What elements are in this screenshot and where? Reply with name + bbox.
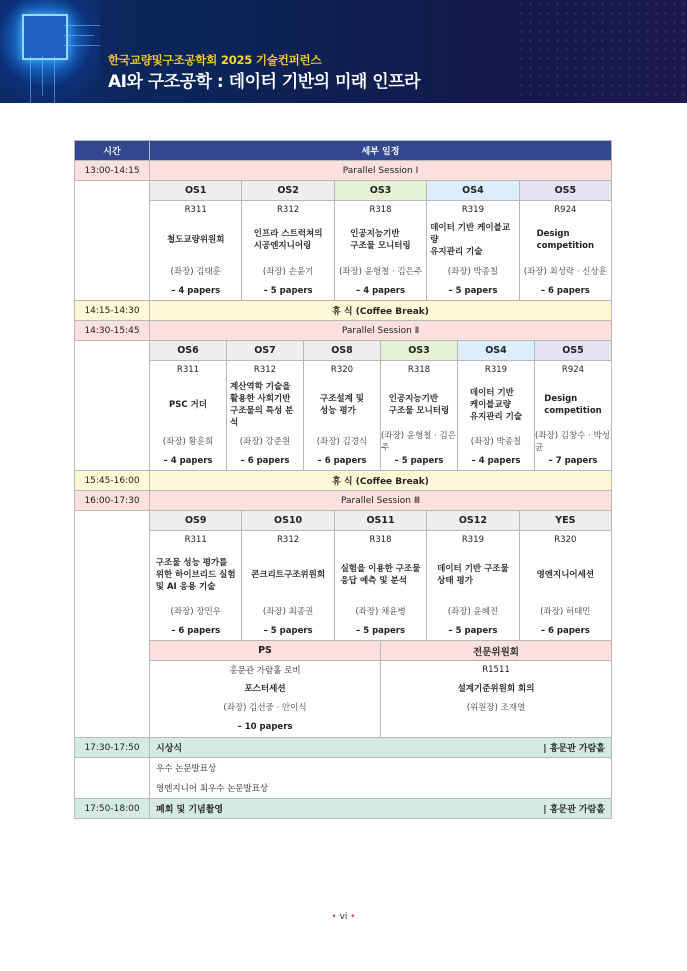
session-title: 데이터 기반 케이블교량 유지관리 기술 <box>430 223 511 257</box>
committee-session <box>381 641 611 737</box>
closing-row <box>75 799 612 819</box>
session-code: OS11 <box>335 511 426 531</box>
session-column <box>150 511 242 641</box>
time-cell: 17:50-18:00 <box>75 799 150 819</box>
room-number: R319 <box>461 535 484 545</box>
room-number: R924 <box>561 365 585 375</box>
session-title: 계산역학 기술을 활용한 사회기반 구조물의 특성 분석 <box>230 382 294 428</box>
session-column <box>150 341 227 471</box>
session-column <box>242 181 334 301</box>
break-label: 휴 식 (Coffee Break) <box>150 471 612 491</box>
session-row <box>75 321 612 341</box>
poster-room: 홍문관 가람홀 로비 <box>229 666 301 676</box>
session-code: OS9 <box>150 511 241 531</box>
session-column <box>242 511 334 641</box>
session-column <box>520 181 611 301</box>
paper-count: – 5 papers <box>335 621 426 641</box>
paper-count: – 5 papers <box>381 451 457 471</box>
session-title: 구조설계 및 성능 평가 <box>319 394 364 416</box>
paper-count: – 4 papers <box>335 281 426 301</box>
conference-subtitle: 한국교량및구조공학회 2025 기술컨퍼런스 <box>108 53 322 67</box>
paper-count: – 6 papers <box>304 451 380 471</box>
session-column <box>520 511 611 641</box>
session-label: Parallel Session Ⅲ <box>150 491 612 511</box>
session-column <box>304 341 381 471</box>
session-chair: (좌장) 강준원 <box>239 437 291 447</box>
session-chair: (좌장) 윤혜진 <box>447 607 499 617</box>
paper-count: – 6 papers <box>520 281 611 301</box>
session-detail <box>75 341 612 471</box>
session-code: OS1 <box>150 181 241 201</box>
session-code: OS5 <box>520 181 611 201</box>
header-banner <box>0 0 687 103</box>
committee-label: 전문위원회 <box>381 641 611 661</box>
session-title: 실험을 이용한 구조물 응답 예측 및 분석 <box>340 564 421 586</box>
session-chair: (좌장) 윤형철 · 김은주 <box>338 267 423 277</box>
award-item: 우수 논문발표상 <box>156 764 217 774</box>
session-title: 인공지능기반 구조물 모니터링 <box>388 394 450 416</box>
room-number: R319 <box>484 365 508 375</box>
session-column <box>227 341 304 471</box>
conference-title: AI와 구조공학 : 데이터 기반의 미래 인프라 <box>108 72 421 92</box>
room-number: R924 <box>554 205 577 215</box>
room-number: R311 <box>176 365 200 375</box>
paper-count: – 5 papers <box>427 621 518 641</box>
paper-count: – 7 papers <box>535 451 611 471</box>
session-column <box>458 341 535 471</box>
paper-count: – 6 papers <box>227 451 303 471</box>
table-header <box>75 141 612 161</box>
session-chair: (좌장) 손윤기 <box>262 267 314 277</box>
paper-count: – 4 papers <box>150 281 241 301</box>
award-row <box>75 738 612 758</box>
award-item: 영엔지니어 최우수 논문발표상 <box>156 784 269 794</box>
room-number: R311 <box>184 535 207 545</box>
room-number: R318 <box>407 365 431 375</box>
session-title: 인공지능기반 구조물 모니터링 <box>350 229 411 251</box>
session-label: Parallel Session Ⅰ <box>150 161 612 181</box>
session-title: 구조물 성능 평가를 위한 하이브리드 실험 및 AI 응용 기술 <box>155 558 236 592</box>
poster-papers: – 10 papers <box>237 722 293 732</box>
room-number: R319 <box>461 205 484 215</box>
session-code: OS3 <box>335 181 426 201</box>
paper-count: – 6 papers <box>520 621 611 641</box>
session-chair: (좌장) 김태훈 <box>170 267 221 277</box>
session-chair: (좌장) 채윤병 <box>355 607 406 617</box>
session-detail <box>75 511 612 641</box>
session-code: OS6 <box>150 341 226 361</box>
session-detail <box>75 181 612 301</box>
poster-label: PS <box>150 641 380 661</box>
circuit-chip-image <box>0 0 100 103</box>
session-code: OS10 <box>242 511 333 531</box>
poster-session <box>150 641 381 737</box>
paper-count: – 6 papers <box>150 621 241 641</box>
paper-count: – 4 papers <box>150 451 226 471</box>
room-number: R318 <box>369 535 392 545</box>
schedule-table <box>74 140 612 819</box>
session-title: 인프라 스트럭쳐의 시공엔지니어링 <box>253 229 323 251</box>
session-column <box>381 341 458 471</box>
award-place: | 홍문관 가람홀 <box>543 744 605 754</box>
committee-title: 설계기준위원회 회의 <box>457 684 535 694</box>
committee-room: R1511 <box>482 665 510 675</box>
session-chair: (좌장) 황훈희 <box>162 437 214 447</box>
session-code: YES <box>520 511 611 531</box>
session-title: Design competition <box>536 229 595 251</box>
time-cell: 16:00-17:30 <box>75 491 150 511</box>
session-code: OS12 <box>427 511 518 531</box>
break-row <box>75 301 612 321</box>
session-title: 콘크리트구조위원회 <box>251 570 326 580</box>
session-title: Design competition <box>544 394 602 416</box>
room-number: R318 <box>369 205 392 215</box>
session-title: 데이터 기반 케이블교량 유지관리 기술 <box>469 388 523 422</box>
session-column <box>335 181 427 301</box>
closing-place: | 홍문관 가람홀 <box>543 805 605 815</box>
closing-label: 폐회 및 기념촬영 <box>156 805 224 815</box>
session-chair: (좌장) 허태민 <box>540 607 591 617</box>
paper-count: – 5 papers <box>242 281 333 301</box>
time-cell: 14:15-14:30 <box>75 301 150 321</box>
session-chair: (좌장) 박종칠 <box>470 437 522 447</box>
poster-chair: (좌장) 김선중 · 안이식 <box>223 703 307 713</box>
break-label: 휴 식 (Coffee Break) <box>150 301 612 321</box>
session-chair: (좌장) 장민우 <box>170 607 221 617</box>
session-code: OS4 <box>427 181 518 201</box>
session-column <box>427 511 519 641</box>
room-number: R312 <box>253 365 277 375</box>
room-number: R312 <box>277 535 300 545</box>
poster-title: 포스터세션 <box>244 684 286 694</box>
session-title: 철도교량위원회 <box>166 235 225 245</box>
session-chair: (좌장) 박종칠 <box>447 267 499 277</box>
award-detail <box>75 758 612 799</box>
poster-committee-row <box>75 641 612 738</box>
session-row <box>75 161 612 181</box>
session-column <box>335 511 427 641</box>
award-label: 시상식 <box>156 744 183 754</box>
time-cell: 17:30-17:50 <box>75 738 150 758</box>
session-chair: (좌장) 윤형철 · 김은주 <box>381 431 456 453</box>
paper-count: – 5 papers <box>242 621 333 641</box>
break-row <box>75 471 612 491</box>
session-code: OS4 <box>458 341 534 361</box>
session-chair: (좌장) 김경식 <box>316 437 368 447</box>
session-column <box>535 341 611 471</box>
session-title: 데이터 기반 구조물 상태 평가 <box>437 564 509 586</box>
session-chair: (좌장) 최종권 <box>262 607 314 617</box>
detail-column-header: 세부 일정 <box>150 141 612 161</box>
paper-count: – 4 papers <box>458 451 534 471</box>
session-chair: (좌장) 최성락 · 신상훈 <box>523 267 607 277</box>
session-title: PSC 거더 <box>169 400 207 410</box>
session-code: OS8 <box>304 341 380 361</box>
room-number: R311 <box>184 205 207 215</box>
session-chair: (좌장) 김창수 · 박성균 <box>535 431 610 453</box>
session-code: OS3 <box>381 341 457 361</box>
room-number: R312 <box>277 205 300 215</box>
page-number: • vi • <box>331 912 356 922</box>
room-number: R320 <box>554 535 577 545</box>
time-cell: 13:00-14:15 <box>75 161 150 181</box>
session-code: OS7 <box>227 341 303 361</box>
session-column <box>427 181 519 301</box>
room-number: R320 <box>330 365 354 375</box>
session-code: OS5 <box>535 341 611 361</box>
time-cell: 15:45-16:00 <box>75 471 150 491</box>
committee-chair: (위원장) 조재열 <box>466 703 526 713</box>
session-label: Parallel Session Ⅱ <box>150 321 612 341</box>
session-row <box>75 491 612 511</box>
paper-count: – 5 papers <box>427 281 518 301</box>
time-cell: 14:30-15:45 <box>75 321 150 341</box>
time-column-header: 시간 <box>75 141 150 161</box>
session-code: OS2 <box>242 181 333 201</box>
session-title: 영엔지니어세션 <box>536 570 595 580</box>
session-column <box>150 181 242 301</box>
